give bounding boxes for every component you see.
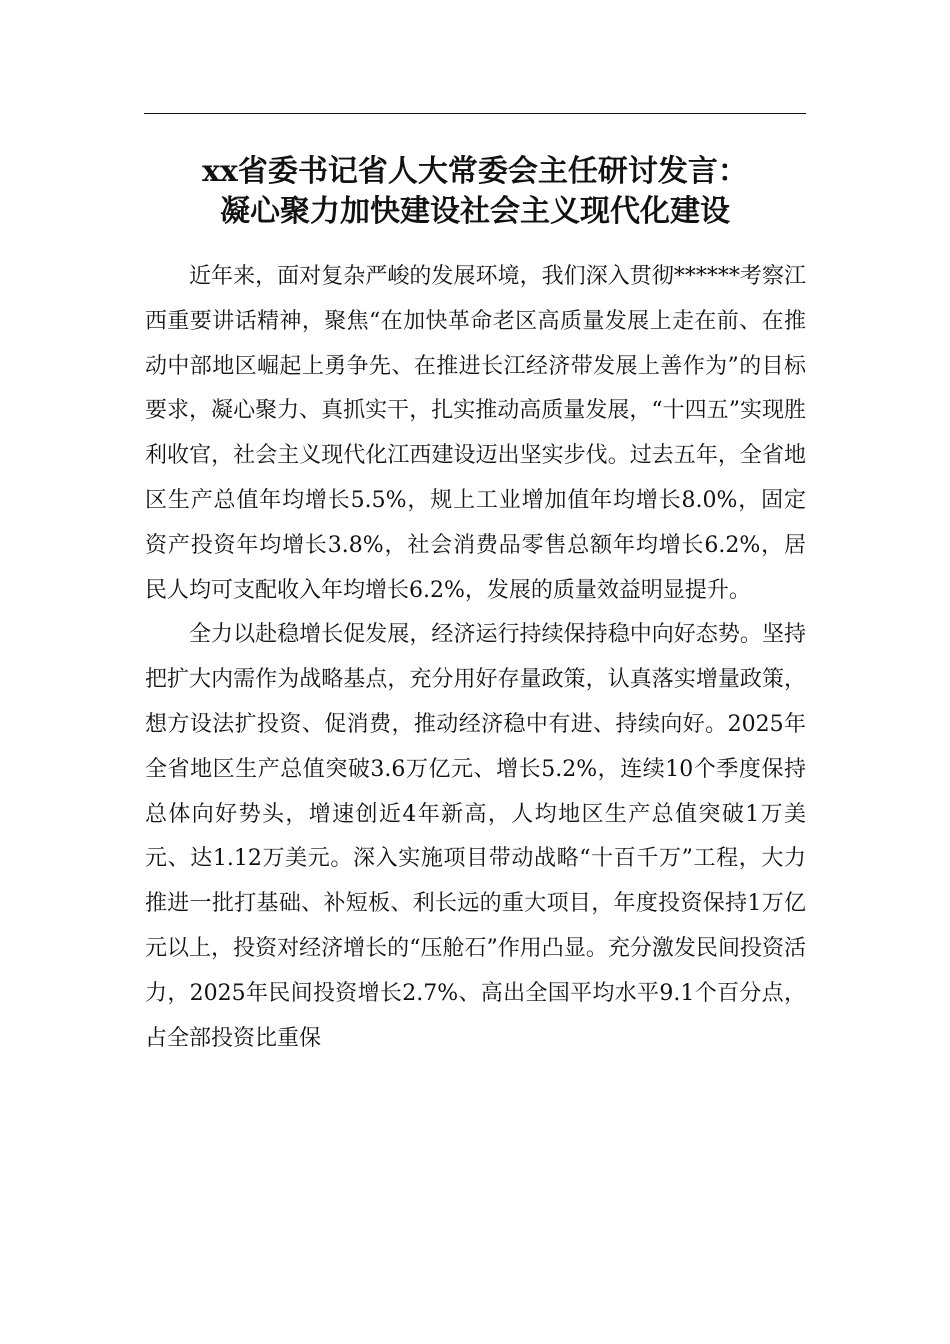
document-body (145, 255, 806, 1061)
title-line-2: 凝心聚力加快建设社会主义现代化建设 (220, 194, 730, 229)
document-title (120, 152, 830, 232)
title-line-1: xx省委书记省人大常委会主任研讨发言： (202, 154, 748, 189)
header-rule (144, 113, 806, 114)
paragraph-2: 全力以赴稳增长促发展，经济运行持续保持稳中向好态势。坚持把扩大内需作为战略基点，充分用好存量政策，认真落实增量政策，想方设法扩投资、促消费，推动经济稳中有进、持续向好。2025年全省地区生产总值突破3.6万亿元、增长5.2%，连续10个季度保持总体向好势头，增速创近4年新高，人均地区生产总值突破1万美元、达1.12万美元。深入实施项目带动战略“十百千万”工程，大力推进一批打基础、补短板、利长远的重大项目，年度投资保持1万亿元以上，投资对经济增长的“压舱石”作用凸显。充分激发民间投资活力，2025年民间投资增长2.7%、高出全国平均水平9.1个百分点，占全部投资比重保 (145, 622, 806, 1051)
paragraph-1: 近年来，面对复杂严峻的发展环境，我们深入贯彻******考察江西重要讲话精神，聚焦“在加快革命老区高质量发展上走在前、在推动中部地区崛起上勇争先、在推进长江经济带发展上善作为”的目标要求，凝心聚力、真抓实干，扎实推动高质量发展，“十四五”实现胜利收官，社会主义现代化江西建设迈出坚实步伐。过去五年，全省地区生产总值年均增长5.5%，规上工业增加值年均增长8.0%，固定资产投资年均增长3.8%，社会消费品零售总额年均增长6.2%，居民人均可支配收入年均增长6.2%，发展的质量效益明显提升。 (145, 264, 806, 603)
